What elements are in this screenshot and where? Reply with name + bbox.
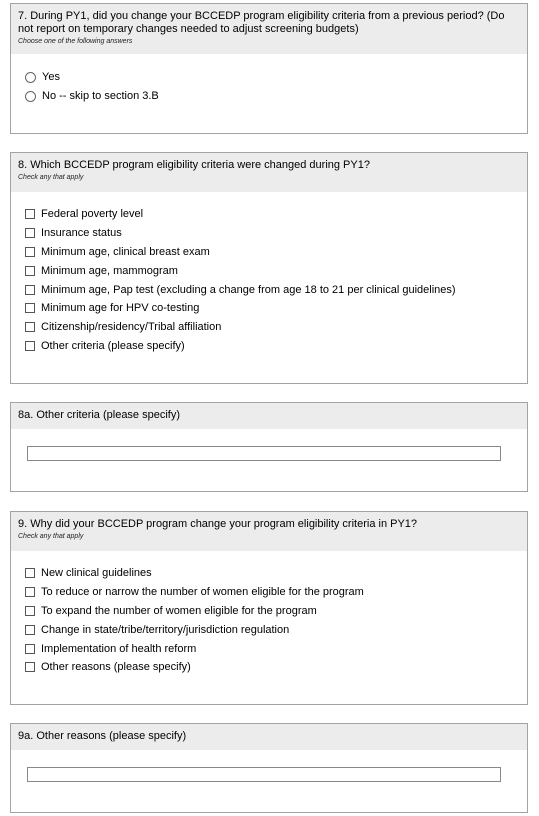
question-8a-header (11, 403, 527, 429)
other-reasons-input[interactable] (27, 767, 501, 782)
checkbox[interactable] (25, 228, 35, 238)
option-min-age-pap-test[interactable] (25, 280, 527, 299)
option-min-age-mammogram[interactable] (25, 261, 527, 280)
question-8a-title: 8a. Other criteria (please specify) (18, 409, 181, 421)
question-8-instruction: Check any that apply (18, 174, 84, 181)
question-8-header (11, 153, 527, 192)
option-label: Minimum age, mammogram (41, 264, 178, 277)
option-other-reasons[interactable] (25, 658, 527, 677)
question-9a-header (11, 724, 527, 750)
question-9-options (11, 551, 527, 677)
checkbox[interactable] (25, 644, 35, 654)
option-label: Other reasons (please specify) (41, 661, 191, 674)
checkbox[interactable] (25, 568, 35, 578)
question-7-instruction: Choose one of the following answers (18, 38, 133, 45)
option-expand-eligible[interactable] (25, 602, 527, 621)
option-label: Minimum age, clinical breast exam (41, 245, 210, 258)
question-7-title: 7. During PY1, did you change your BCCEDP program eligibility criteria from a previous period? (Do not report on temporary changes needed to adjust screening budgets) (18, 10, 505, 35)
question-9-header (11, 512, 527, 551)
option-label: New clinical guidelines (41, 567, 152, 580)
option-label: Federal poverty level (41, 208, 144, 221)
checkbox[interactable] (25, 303, 35, 313)
option-label: To reduce or narrow the number of women eligible for the program (41, 586, 364, 599)
radio-button[interactable] (25, 91, 36, 102)
option-label: To expand the number of women eligible for the program (41, 604, 317, 617)
question-9-instruction: Check any that apply (18, 533, 84, 540)
option-label: Minimum age for HPV co-testing (41, 302, 200, 315)
option-regulation-change[interactable] (25, 620, 527, 639)
option-min-age-hpv-co-testing[interactable] (25, 299, 527, 318)
other-criteria-input[interactable] (27, 446, 501, 461)
question-9a (10, 723, 528, 813)
question-9 (10, 511, 528, 705)
option-new-clinical-guidelines[interactable] (25, 564, 527, 583)
checkbox[interactable] (25, 606, 35, 616)
radio-button[interactable] (25, 72, 36, 83)
checkbox[interactable] (25, 662, 35, 672)
question-7-options (11, 54, 527, 106)
option-no-skip[interactable] (25, 87, 527, 106)
option-label: Change in state/tribe/territory/jurisdiction regulation (41, 623, 290, 636)
question-8-title: 8. Which BCCEDP program eligibility criteria were changed during PY1? (18, 159, 370, 171)
option-min-age-clinical-breast-exam[interactable] (25, 243, 527, 262)
option-label: Minimum age, Pap test (excluding a change from age 18 to 21 per clinical guidelines) (41, 283, 456, 296)
question-8a (10, 402, 528, 492)
option-citizenship-residency-tribal[interactable] (25, 318, 527, 337)
question-7-header (11, 4, 527, 54)
checkbox[interactable] (25, 247, 35, 257)
option-label: Other criteria (please specify) (41, 339, 185, 352)
option-label: Yes (42, 71, 60, 84)
checkbox[interactable] (25, 587, 35, 597)
question-7 (10, 3, 528, 134)
checkbox[interactable] (25, 285, 35, 295)
option-label: Implementation of health reform (41, 642, 197, 655)
question-9-title: 9. Why did your BCCEDP program change your program eligibility criteria in PY1? (18, 518, 418, 530)
option-health-reform[interactable] (25, 639, 527, 658)
option-yes[interactable] (25, 68, 527, 87)
option-insurance-status[interactable] (25, 224, 527, 243)
checkbox[interactable] (25, 209, 35, 219)
option-reduce-eligible[interactable] (25, 583, 527, 602)
option-label: No -- skip to section 3.B (42, 90, 159, 103)
option-other-criteria[interactable] (25, 337, 527, 356)
checkbox[interactable] (25, 266, 35, 276)
option-label: Insurance status (41, 227, 122, 240)
question-8 (10, 152, 528, 384)
checkbox[interactable] (25, 322, 35, 332)
question-9a-title: 9a. Other reasons (please specify) (18, 730, 187, 742)
checkbox[interactable] (25, 625, 35, 635)
checkbox[interactable] (25, 341, 35, 351)
option-federal-poverty-level[interactable] (25, 205, 527, 224)
question-8-options (11, 192, 527, 355)
option-label: Citizenship/residency/Tribal affiliation (41, 321, 222, 334)
